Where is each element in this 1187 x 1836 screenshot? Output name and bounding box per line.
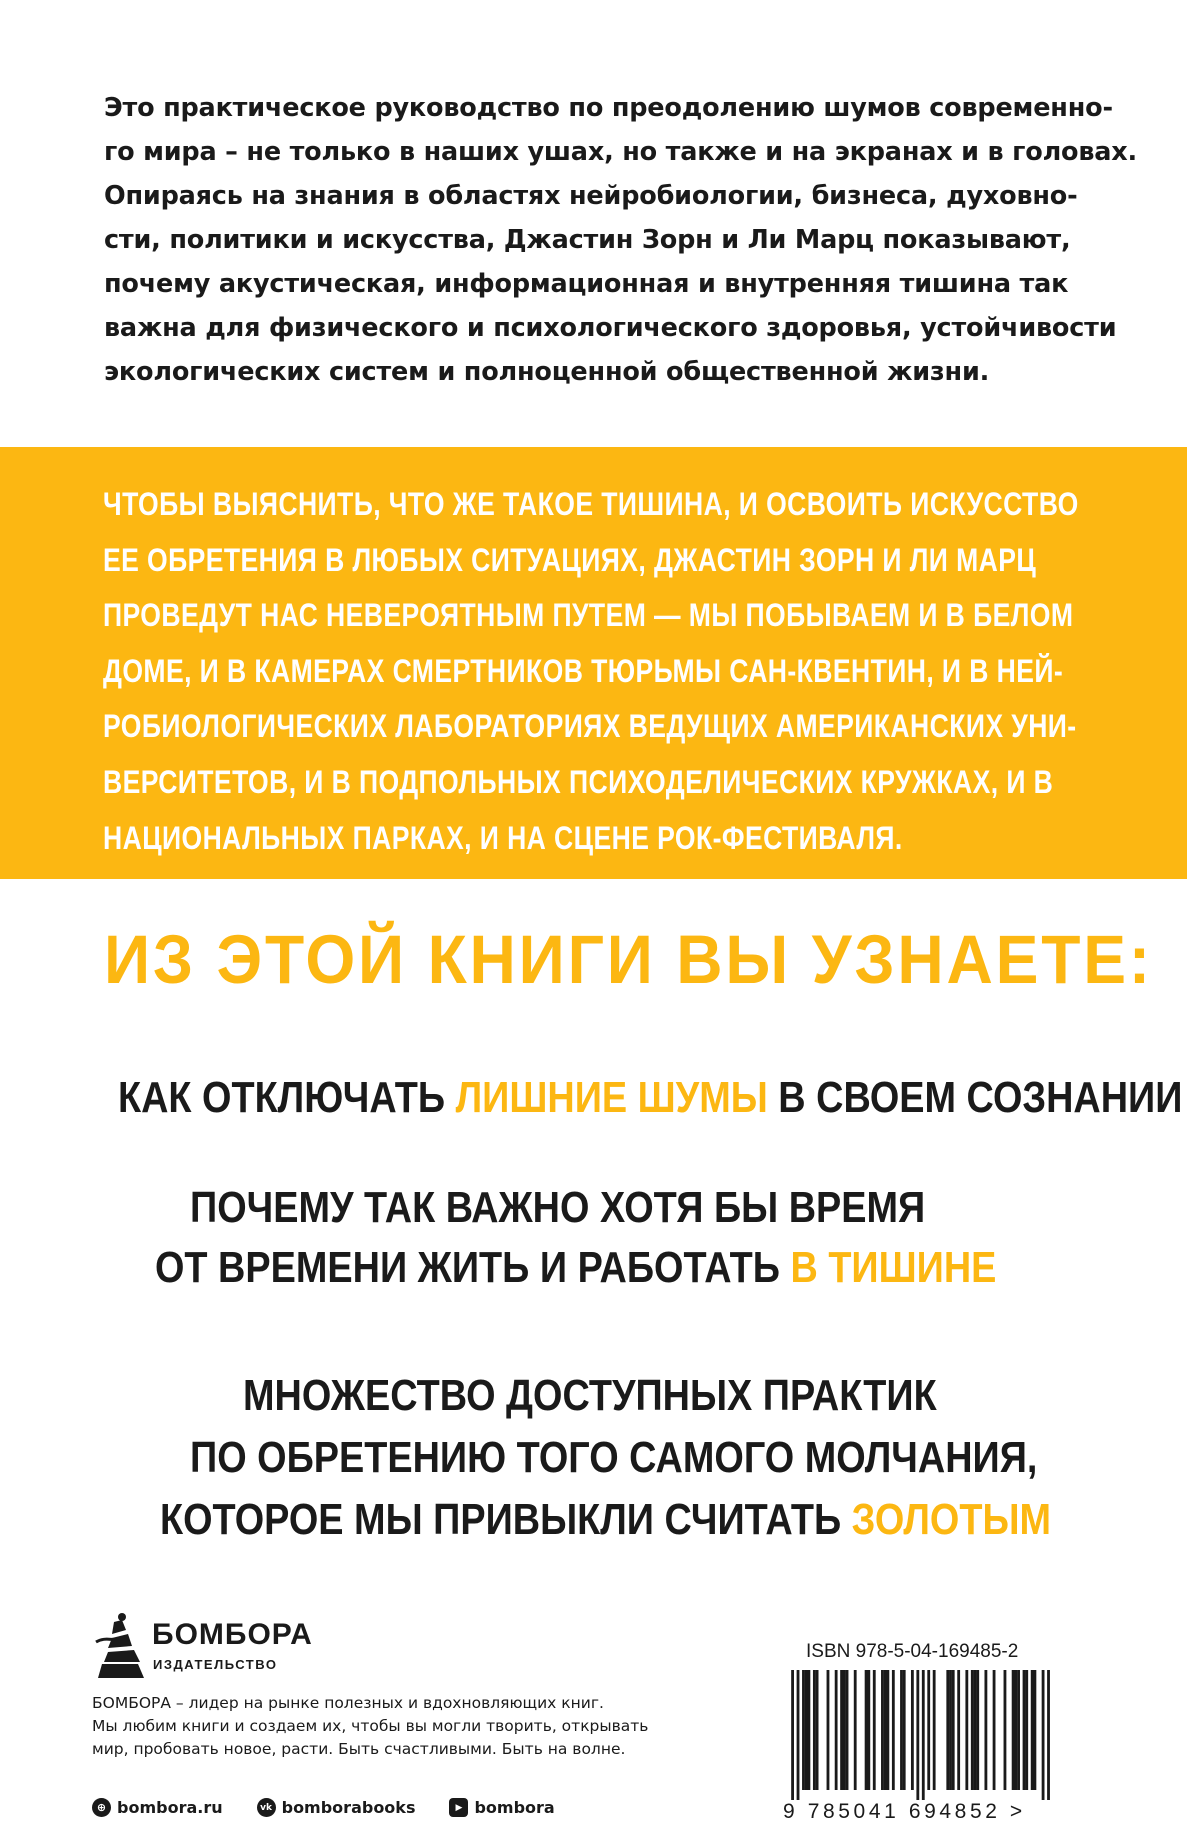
intro-line: сти, политики и искусства, Джастин Зорн и Ли Марц показывают, (104, 225, 1071, 255)
publisher-tagline (92, 1692, 652, 1761)
barcode-bar (971, 1670, 974, 1790)
barcode-bar (843, 1670, 846, 1790)
intro-line: важна для физического и психологического здоровья, устойчивости (104, 313, 1117, 343)
tagline-line: БОМБОРА – лидер на рынке полезных и вдохновляющих книг. (92, 1694, 604, 1712)
intro-line: Опираясь на знания в областях нейробиологии, бизнеса, духовно- (104, 181, 1078, 211)
barcode-bar (854, 1670, 857, 1790)
point-text: КАК ОТКЛЮЧАТЬ (118, 1073, 456, 1122)
barcode-bar (946, 1670, 949, 1790)
social-website[interactable] (92, 1798, 223, 1817)
point-text: ОТ ВРЕМЕНИ ЖИТЬ И РАБОТАТЬ (155, 1243, 791, 1292)
barcode-bar (886, 1670, 889, 1790)
barcode-bar (903, 1670, 906, 1790)
learn-point-1 (118, 1068, 1182, 1128)
barcode-bar (827, 1670, 830, 1790)
social-label: bombora.ru (117, 1798, 223, 1817)
barcode-bar (846, 1670, 849, 1790)
barcode-bar (873, 1670, 876, 1790)
barcode-bar (1012, 1670, 1015, 1790)
barcode-bar (1017, 1670, 1020, 1790)
barcode-bar (949, 1670, 952, 1790)
point-text: В СВОЕМ СОЗНАНИИ (767, 1073, 1183, 1122)
band-line: ЕЕ ОБРЕТЕНИЯ В ЛЮБЫХ СИТУАЦИЯХ, ДЖАСТИН ЗОРН И ЛИ МАРЦ (103, 541, 1037, 578)
publisher-name: БОМБОРА (152, 1618, 313, 1651)
barcode-bar (957, 1670, 960, 1790)
tagline-line: мир, пробовать новое, расти. Быть счастливыми. Быть на волне. (92, 1740, 626, 1758)
barcode-bar (1014, 1670, 1017, 1790)
barcode-bar (900, 1670, 903, 1790)
learn-heading: ИЗ ЭТОЙ КНИГИ ВЫ УЗНАЕТЕ: (104, 921, 1153, 998)
point-highlight: ЗОЛОТЫМ (851, 1495, 1052, 1544)
tagline-line: Мы любим книги и создаем их, чтобы вы могли творить, открывать (92, 1717, 649, 1735)
barcode-bar (993, 1670, 996, 1790)
point-text: КОТОРОЕ МЫ ПРИВЫКЛИ СЧИТАТЬ (160, 1495, 852, 1544)
band-line: НАЦИОНАЛЬНЫХ ПАРКАХ, И НА СЦЕНЕ РОК-ФЕСТИВАЛЯ. (103, 819, 903, 856)
barcode-bar (1023, 1670, 1026, 1790)
barcode (783, 1670, 1058, 1810)
barcode-bar (791, 1670, 794, 1800)
barcode-bar (1033, 1670, 1036, 1790)
publisher-logo (92, 1612, 313, 1684)
social-label: bombora (474, 1798, 555, 1817)
barcode-bar (965, 1670, 968, 1790)
barcode-bar (892, 1670, 895, 1790)
barcode-bar (933, 1670, 936, 1790)
barcode-bar (974, 1670, 977, 1790)
barcode-bar (976, 1670, 979, 1790)
barcode-graphic (783, 1670, 1058, 1800)
barcode-bar (1025, 1670, 1028, 1790)
video-icon: ▶ (449, 1798, 468, 1817)
band-line: ДОМЕ, И В КАМЕРАХ СМЕРТНИКОВ ТЮРЬМЫ САН-КВЕНТИН, И В НЕЙ- (103, 652, 1064, 689)
intro-line: Это практическое руководство по преодолению шумов современно- (104, 93, 1113, 123)
social-links (92, 1798, 555, 1817)
barcode-bar (797, 1670, 800, 1800)
barcode-bar (922, 1670, 925, 1800)
barcode-bar (805, 1670, 808, 1790)
barcode-bar (911, 1670, 914, 1790)
barcode-bar (1004, 1670, 1007, 1790)
learn-point-2-line-1: ПОЧЕМУ ТАК ВАЖНО ХОТЯ БЫ ВРЕМЯ (190, 1183, 926, 1232)
barcode-bar (802, 1670, 805, 1790)
learn-point-3-line-2: ПО ОБРЕТЕНИЮ ТОГО САМОГО МОЛЧАНИЯ, (190, 1433, 1038, 1482)
band-line: РОБИОЛОГИЧЕСКИХ ЛАБОРАТОРИЯХ ВЕДУЩИХ АМЕРИКАНСКИХ УНИ- (103, 708, 1077, 745)
barcode-bar (813, 1670, 816, 1790)
band-line: ВЕРСИТЕТОВ, И В ПОДПОЛЬНЫХ ПСИХОДЕЛИЧЕСКИХ КРУЖКАХ, И В (103, 763, 1054, 800)
isbn-label: ISBN 978-5-04-169485-2 (806, 1641, 1019, 1662)
barcode-bar (927, 1670, 930, 1790)
learn-point-3-line-1: МНОЖЕСТВО ДОСТУПНЫХ ПРАКТИК (243, 1371, 937, 1420)
point-highlight: В ТИШИНЕ (790, 1243, 997, 1292)
barcode-digits: 9 785041 694852 > (783, 1800, 1026, 1823)
barcode-bar (916, 1670, 919, 1800)
intro-line: почему акустическая, информационная и внутренняя тишина так (104, 269, 1069, 299)
barcode-bar (952, 1670, 955, 1790)
barcode-bar (867, 1670, 870, 1790)
globe-icon: ⊕ (92, 1798, 111, 1817)
barcode-bar (835, 1670, 838, 1790)
barcode-bar (816, 1670, 819, 1790)
social-video[interactable] (449, 1798, 554, 1817)
highlight-band (0, 447, 1187, 879)
barcode-bar (808, 1670, 811, 1790)
intro-paragraph (104, 86, 1138, 394)
social-label: bomborabooks (281, 1798, 416, 1817)
publisher-sub: ИЗДАТЕЛЬСТВО (153, 1657, 278, 1672)
barcode-bar (884, 1670, 887, 1790)
intro-line: го мира – не только в наших ушах, но также и на экранах и в головах. (104, 137, 1138, 167)
band-line: ЧТОБЫ ВЫЯСНИТЬ, ЧТО ЖЕ ТАКОЕ ТИШИНА, И ОСВОИТЬ ИСКУССТВО (103, 486, 1079, 522)
social-vk[interactable] (257, 1798, 416, 1817)
vk-icon: vk (257, 1798, 276, 1817)
learn-point-2-line-2 (155, 1238, 996, 1298)
learn-point-3-line-3 (160, 1490, 1051, 1550)
intro-line: экологических систем и полноценной общественной жизни. (104, 357, 990, 387)
barcode-bar (881, 1670, 884, 1790)
barcode-bar (865, 1670, 868, 1790)
barcode-bar (984, 1670, 987, 1790)
barcode-bar (840, 1670, 843, 1790)
bombora-logo-icon (92, 1612, 150, 1682)
point-highlight: ЛИШНИЕ ШУМЫ (455, 1073, 768, 1122)
band-text (103, 477, 1103, 866)
barcode-bar (1047, 1670, 1050, 1800)
barcode-bar (1042, 1670, 1045, 1800)
barcode-bar (1031, 1670, 1034, 1790)
band-line: ПРОВЕДУТ НАС НЕВЕРОЯТНЫМ ПУТЕМ — МЫ ПОБЫВАЕМ И В БЕЛОМ (103, 597, 1074, 634)
